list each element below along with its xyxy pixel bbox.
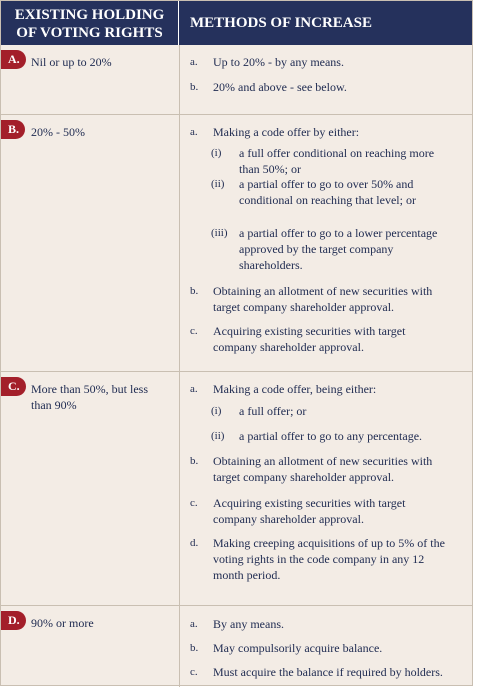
item-text: [213, 664, 477, 680]
table-section: [1, 371, 472, 605]
item-marker: a.: [190, 618, 198, 630]
table-section: [1, 45, 472, 114]
column-divider: [179, 115, 180, 371]
item-text-line: Making creeping acquisitions of up to 5% of the: [213, 536, 445, 550]
item-text-line: Acquiring existing securities with target: [213, 324, 406, 338]
item-text: [213, 453, 477, 485]
item-marker: c.: [190, 325, 198, 337]
item-text-line: a partial offer to go to any percentage.: [239, 429, 423, 443]
item-text: [239, 403, 469, 419]
item-text-line: a full offer conditional on reaching more: [239, 146, 435, 160]
item-text-line: approved by the target company: [239, 242, 394, 256]
item-marker: b.: [190, 642, 199, 654]
item-text-line: Making a code offer by either:: [213, 125, 360, 139]
item-text: [213, 124, 477, 140]
item-marker: b.: [190, 81, 199, 93]
item-text-line: company shareholder approval.: [213, 340, 364, 354]
item-marker: a.: [190, 383, 198, 395]
section-badge: B.: [1, 120, 25, 139]
holding-line: More than 50%, but less: [31, 382, 148, 396]
holding-line: 90% or more: [31, 616, 94, 630]
item-text-line: Obtaining an allotment of new securities with: [213, 284, 433, 298]
item-marker: (ii): [211, 178, 225, 190]
item-text-line: 20% and above - see below.: [213, 80, 347, 94]
item-text: [213, 381, 477, 397]
section-badge: C.: [1, 377, 26, 396]
item-text-line: company shareholder approval.: [213, 512, 364, 526]
holding-range: [31, 381, 148, 413]
item-marker: (i): [211, 147, 222, 159]
section-badge: D.: [1, 611, 26, 630]
item-text: [239, 428, 469, 444]
item-text: [239, 145, 469, 177]
item-text-line: shareholders.: [239, 258, 303, 272]
item-text: [213, 283, 477, 315]
item-text-line: target company shareholder approval.: [213, 470, 395, 484]
item-marker: c.: [190, 666, 198, 678]
holding-range: [31, 124, 85, 140]
item-text-line: a partial offer to go to a lower percentage: [239, 226, 438, 240]
header-line: EXISTING HOLDING: [14, 7, 165, 23]
holding-range: [31, 54, 112, 70]
item-marker: b.: [190, 285, 199, 297]
item-marker: d.: [190, 537, 199, 549]
column-divider: [179, 606, 180, 687]
section-badge: A.: [1, 50, 26, 69]
item-text-line: Must acquire the balance if required by holders.: [213, 665, 443, 679]
item-marker: (i): [211, 405, 222, 417]
table-section: [1, 114, 472, 371]
item-text-line: a partial offer to go to over 50% and: [239, 177, 414, 191]
item-text: [213, 54, 477, 70]
item-text-line: By any means.: [213, 617, 284, 631]
header-existing-holding: [1, 1, 179, 45]
holding-line: 20% - 50%: [31, 125, 85, 139]
item-text-line: voting rights in the code company in any 12: [213, 552, 425, 566]
header-methods-of-increase: METHODS OF INCREASE: [190, 15, 372, 31]
item-text: [213, 616, 477, 632]
item-text: [213, 79, 477, 95]
table-section: [1, 605, 472, 687]
item-text: [239, 176, 469, 208]
item-marker: (iii): [211, 227, 228, 239]
item-text-line: target company shareholder approval.: [213, 300, 395, 314]
item-text: [213, 535, 477, 583]
holding-range: [31, 615, 94, 631]
item-text-line: Up to 20% - by any means.: [213, 55, 344, 69]
column-divider: [179, 372, 180, 605]
item-marker: c.: [190, 497, 198, 509]
item-text: [213, 640, 477, 656]
item-text-line: conditional on reaching that level; or: [239, 193, 416, 207]
holding-line: than 90%: [31, 398, 77, 412]
item-text: [213, 323, 477, 355]
holding-line: Nil or up to 20%: [31, 55, 112, 69]
item-text-line: Acquiring existing securities with target: [213, 496, 406, 510]
item-text-line: Making a code offer, being either:: [213, 382, 377, 396]
table-header: [1, 1, 472, 45]
header-line: OF VOTING RIGHTS: [16, 25, 163, 41]
column-divider: [179, 45, 180, 114]
item-text: [239, 225, 469, 273]
item-marker: a.: [190, 56, 198, 68]
item-text-line: a full offer; or: [239, 404, 307, 418]
item-text-line: May compulsorily acquire balance.: [213, 641, 383, 655]
item-text-line: than 50%; or: [239, 162, 301, 176]
item-text-line: month period.: [213, 568, 281, 582]
item-text: [213, 495, 477, 527]
item-marker: (ii): [211, 430, 225, 442]
item-text-line: Obtaining an allotment of new securities with: [213, 454, 433, 468]
item-marker: a.: [190, 126, 198, 138]
item-marker: b.: [190, 455, 199, 467]
